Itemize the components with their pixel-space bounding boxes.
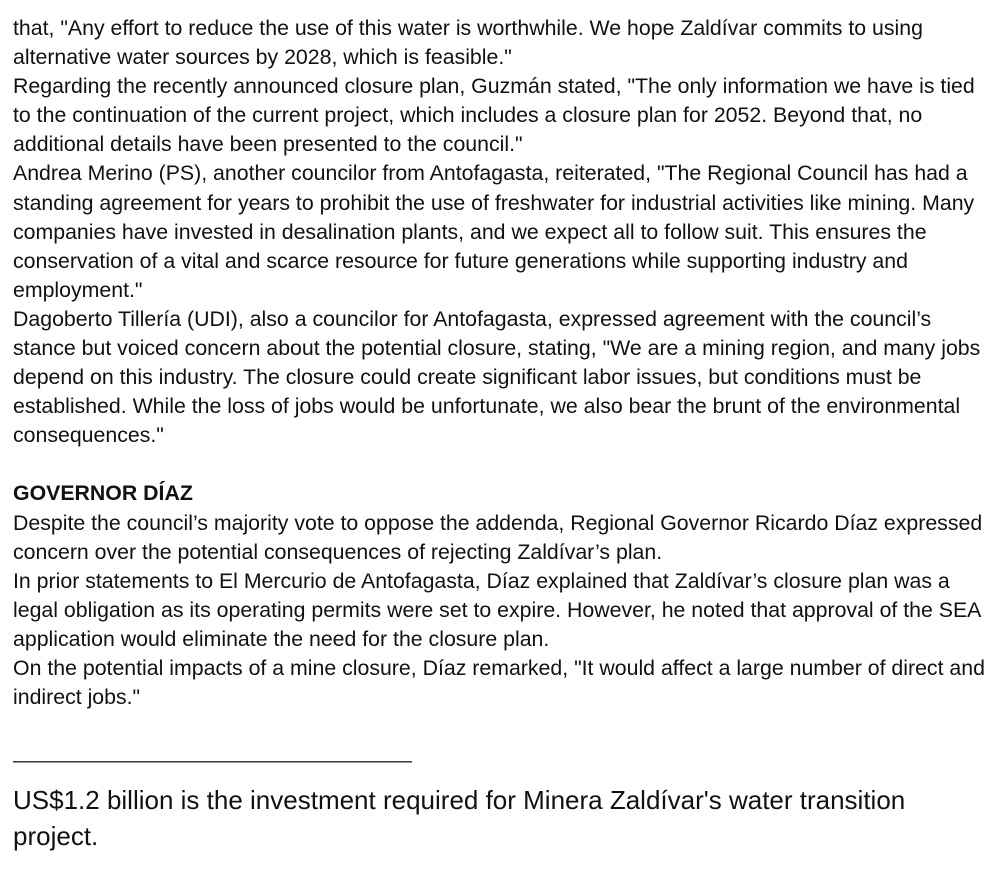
- section-heading: GOVERNOR DÍAZ: [13, 481, 193, 506]
- article-body: [13, 14, 995, 854]
- paragraph-diaz-jobs: On the potential impacts of a mine closure, Díaz remarked, "It would affect a large number of direct and indirect jobs.": [13, 655, 985, 710]
- paragraph-guzman-closure-plan: Regarding the recently announced closure plan, Guzmán stated, "The only information we have is tied to the continuation of the current project, which includes a closure plan for 2052. Beyond that, no additional details have been presented to the council.": [13, 74, 975, 157]
- paragraph-diaz-concern: Despite the council’s majority vote to oppose the addenda, Regional Governor Ricardo Díaz expressed concern over the potential consequences of rejecting Zaldívar’s plan.: [13, 510, 983, 564]
- paragraph-diaz-legal-obligation: In prior statements to El Mercurio de Antofagasta, Díaz explained that Zaldívar’s closure plan was a legal obligation as its operating permits were set to expire. However, he noted that approval of the SEA application would eliminate the need for the closure plan.: [13, 568, 981, 651]
- paragraph-merino-statement: Andrea Merino (PS), another councilor from Antofagasta, reiterated, "The Regional Council has had a standing agreement for years to prohibit the use of freshwater for industrial activities like mining. Many companies have invested in desalination plants, and we expect all to follow suit. This ensures the conservation of a vital and scarce resource for future generations while supporting industry and employment.": [13, 161, 975, 302]
- callout-statistic: US$1.2 billion is the investment required for Minera Zaldívar's water transition project.: [13, 785, 906, 852]
- divider-line: ———————————————————: [13, 749, 412, 773]
- paragraph-tilleria-statement: Dagoberto Tillería (UDI), also a councilor for Antofagasta, expressed agreement with the council’s stance but voiced concern about the potential closure, stating, "We are a mining region, and many jobs depend on this industry. The closure could create significant labor issues, but conditions must be established. While the loss of jobs would be unfortunate, we also bear the brunt of the environmental consequences.": [13, 306, 981, 448]
- paragraph-quote-continuation: that, "Any effort to reduce the use of this water is worthwhile. We hope Zaldívar commits to using alternative water sources by 2028, which is feasible.": [13, 16, 923, 70]
